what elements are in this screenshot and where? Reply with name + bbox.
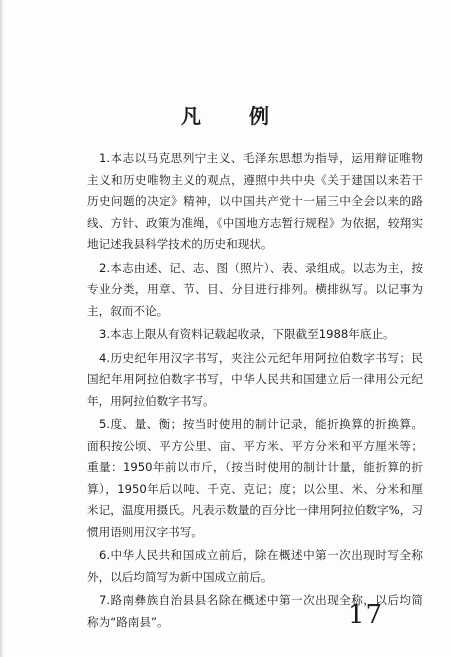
page-edge-shadow xyxy=(0,0,4,657)
paragraph-2: 2.本志由述、记、志、图（照片）、表、录组成。以志为主，按专业分类，用章、节、目、分目进行排列。横排纵写。以记事为主，叙而不论。 xyxy=(87,260,423,318)
page-title: 凡 例 xyxy=(181,104,283,128)
paragraph-7: 7.路南彝族自治县县名除在概述中第一次出现全称，以后均简称为“路南县”。 xyxy=(87,593,423,629)
paragraph-1: 1.本志以马克思列宁主义、毛泽东思想为指导，运用辩证唯物主义和历史唯物主义的观点，遵照中共中央《关于建国以来若干历史问题的决定》精神，以中国共产党十一届三中全会以来的路线、方针、政策为准绳，《中国地方志暂行规程》为依据，较翔实地记述我县科学技术的历史和现状。 xyxy=(87,151,423,251)
paragraph-3: 3.本志上限从有资料记载起收录，下限截至1988年底止。 xyxy=(99,327,395,341)
paragraph-5: 5.度、量、衡；按当时使用的制计记录，能折换算的折换算。面积按公顷、平方公里、亩、平方米、平方分米和平方厘米等；重量：1950年前以市斤，（按当时使用的制计计量，能折算的折算），1950年后以吨、千克、克记；度；以公里、米、分米和厘米记，温度用摄氏。凡表示数量的百分比一律用阿拉伯数字%，习惯用语则用汉字书写。 xyxy=(87,417,423,539)
page-number: 17 xyxy=(348,600,384,630)
paragraph-4: 4.历史纪年用汉字书写，夹注公元纪年用阿拉伯数字书写；民国纪年用阿拉伯数字书写，中华人民共和国建立后一律用公元纪年，用阿拉伯数字书写。 xyxy=(87,350,423,408)
paragraph-6: 6.中华人民共和国成立前后，除在概述中第一次出现时写全称外，以后均简写为新中国成立前后。 xyxy=(87,548,423,584)
body-text xyxy=(87,148,423,635)
